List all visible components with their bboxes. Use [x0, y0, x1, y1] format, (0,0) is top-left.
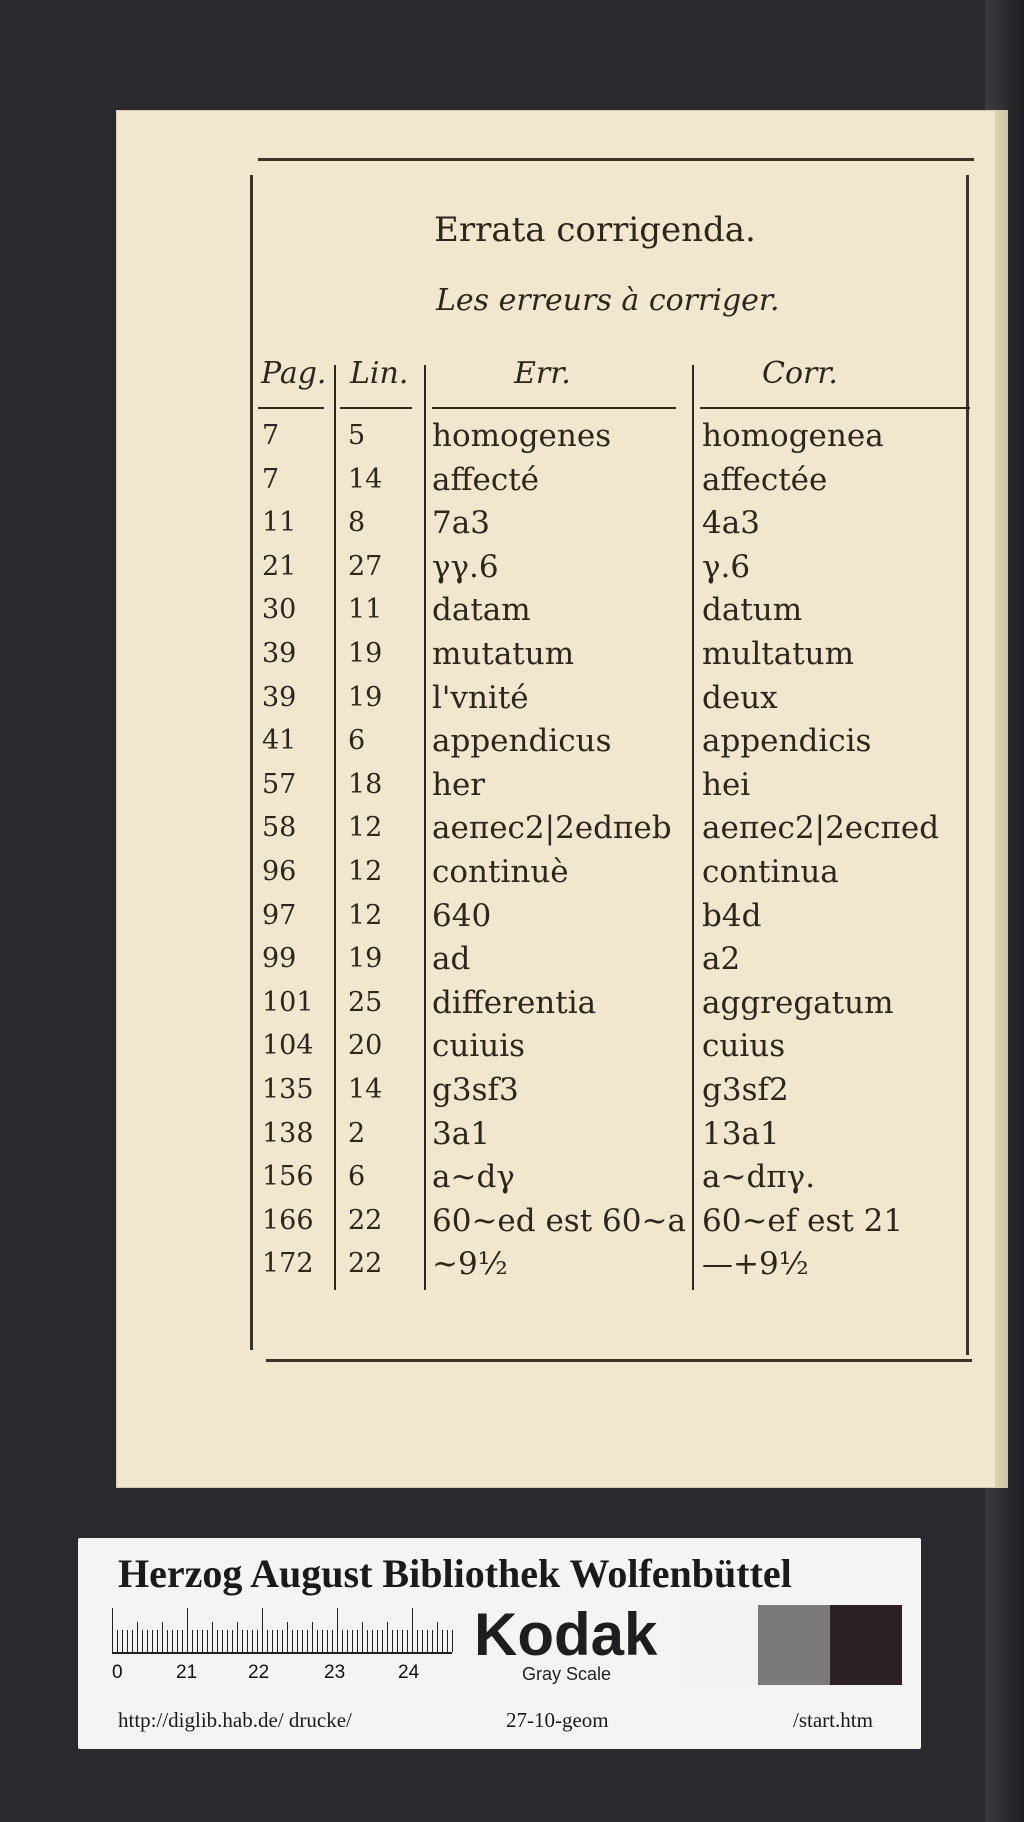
- cell-lin: 14: [348, 463, 383, 495]
- cell-corr: aggregatum: [702, 984, 894, 1021]
- header-underline-corr: [700, 407, 970, 409]
- ruler-tick: [222, 1630, 223, 1652]
- cell-pag: 156: [262, 1161, 314, 1193]
- ruler-tick: [327, 1630, 328, 1652]
- column-divider-1: [334, 365, 336, 1290]
- right-frame-rule: [966, 175, 969, 1355]
- ruler-tick: [262, 1608, 263, 1652]
- cell-corr: hei: [702, 766, 751, 803]
- cell-pag: 7: [262, 463, 280, 495]
- ruler-tick: [242, 1630, 243, 1652]
- cell-pag: 41: [262, 725, 297, 757]
- ruler-tick: [117, 1630, 118, 1652]
- cell-err: 60~ed est 60~a: [432, 1202, 686, 1239]
- header-pag: Pag.: [261, 356, 327, 391]
- ruler-tick: [357, 1630, 358, 1652]
- ruler-tick: [292, 1630, 293, 1652]
- cell-err: 3a1: [432, 1115, 490, 1152]
- cell-corr: a~dπγ.: [702, 1159, 816, 1196]
- cell-pag: 138: [262, 1117, 314, 1149]
- header-underline-err: [432, 407, 676, 409]
- cell-corr: a2: [702, 941, 741, 978]
- cell-corr: continua: [702, 854, 839, 890]
- cell-err: datam: [432, 592, 531, 629]
- ruler-tick: [252, 1630, 253, 1652]
- cell-err: homogenes: [432, 418, 612, 454]
- cell-corr: aeπec2|2ecπed: [702, 810, 940, 847]
- cell-corr: 13a1: [702, 1115, 780, 1152]
- ruler-tick: [157, 1630, 158, 1652]
- cell-pag: 39: [262, 681, 297, 713]
- ruler-tick: [282, 1630, 283, 1652]
- cell-lin: 2: [348, 1117, 366, 1149]
- ruler-tick: [422, 1630, 423, 1652]
- swatch-mid: [758, 1605, 830, 1685]
- errata-title: Errata corrigenda.: [434, 210, 756, 250]
- cell-err: g3sf3: [432, 1072, 519, 1108]
- ruler-tick: [132, 1630, 133, 1652]
- left-frame-rule: [250, 175, 253, 1350]
- ruler-tick: [297, 1630, 298, 1652]
- bottom-rule: [266, 1359, 972, 1362]
- scale-ruler: [112, 1608, 452, 1654]
- cell-err: 7a3: [432, 505, 490, 542]
- ruler-tick: [397, 1630, 398, 1652]
- ruler-tick: [287, 1622, 288, 1652]
- ruler-tick: [322, 1630, 323, 1652]
- ruler-tick: [337, 1608, 338, 1652]
- header-lin: Lin.: [350, 356, 409, 391]
- ruler-tick: [167, 1630, 168, 1652]
- ruler-tick: [112, 1608, 113, 1652]
- ruler-number: 22: [248, 1662, 270, 1683]
- cell-lin: 19: [348, 943, 383, 975]
- ruler-tick: [202, 1630, 203, 1652]
- ruler-tick: [122, 1630, 123, 1652]
- ruler-number: 0: [112, 1662, 123, 1683]
- ruler-tick: [227, 1630, 228, 1652]
- header-corr: Corr.: [762, 356, 838, 391]
- cell-lin: 25: [348, 986, 383, 1018]
- cell-lin: 27: [348, 550, 383, 582]
- ruler-number: 23: [324, 1662, 346, 1683]
- ruler-tick: [377, 1630, 378, 1652]
- cell-err: l'vnité: [432, 679, 529, 716]
- ruler-tick: [182, 1630, 183, 1652]
- ruler-tick: [207, 1630, 208, 1652]
- ruler-tick: [437, 1622, 438, 1652]
- cell-lin: 6: [348, 725, 366, 757]
- cell-pag: 21: [262, 550, 297, 582]
- cell-corr: γ.6: [702, 548, 751, 585]
- cell-pag: 99: [262, 943, 297, 975]
- cell-pag: 11: [262, 507, 297, 539]
- ruler-tick: [452, 1630, 453, 1652]
- cell-lin: 20: [348, 1030, 383, 1062]
- ruler-tick: [177, 1630, 178, 1652]
- cell-corr: 4a3: [702, 505, 760, 542]
- header-underline-pag: [258, 407, 324, 409]
- cell-lin: 19: [348, 638, 383, 669]
- ruler-tick: [232, 1630, 233, 1652]
- ruler-tick: [302, 1630, 303, 1652]
- swatch-dark: [830, 1605, 902, 1685]
- cell-corr: affectée: [702, 461, 828, 498]
- cell-err: ~9½: [432, 1246, 508, 1283]
- cell-lin: 22: [348, 1248, 383, 1280]
- ruler-number: 24: [398, 1662, 420, 1683]
- cell-lin: 12: [348, 856, 383, 887]
- cell-lin: 19: [348, 681, 383, 713]
- cell-pag: 101: [262, 986, 314, 1018]
- ruler-tick: [307, 1630, 308, 1652]
- ruler-tick: [272, 1630, 273, 1652]
- ruler-tick: [142, 1630, 143, 1652]
- cell-corr: b4d: [702, 897, 762, 934]
- ruler-tick: [392, 1630, 393, 1652]
- cell-pag: 166: [262, 1204, 314, 1236]
- ruler-tick: [162, 1622, 163, 1652]
- cell-corr: —+9½: [702, 1246, 809, 1283]
- column-divider-2: [424, 365, 426, 1290]
- ruler-tick: [427, 1630, 428, 1652]
- ruler-tick: [317, 1630, 318, 1652]
- cell-err: a~dγ: [432, 1159, 515, 1196]
- cell-pag: 135: [262, 1074, 314, 1105]
- ruler-tick: [387, 1622, 388, 1652]
- cell-pag: 57: [262, 768, 297, 800]
- ruler-tick: [362, 1622, 363, 1652]
- cell-pag: 39: [262, 638, 297, 669]
- ruler-tick: [367, 1630, 368, 1652]
- ruler-tick: [382, 1630, 383, 1652]
- ruler-tick: [152, 1630, 153, 1652]
- cell-err: cuiuis: [432, 1028, 526, 1065]
- ruler-tick: [212, 1622, 213, 1652]
- gray-scale-label: Gray Scale: [522, 1664, 612, 1684]
- cell-err: her: [432, 766, 486, 803]
- ruler-tick: [257, 1630, 258, 1652]
- cell-corr: 60~ef est 21: [702, 1202, 904, 1239]
- cell-err: aeπec2|2edπeb: [432, 810, 672, 847]
- ruler-tick: [417, 1630, 418, 1652]
- cell-lin: 12: [348, 812, 383, 844]
- cell-lin: 12: [348, 899, 383, 931]
- ruler-tick: [347, 1630, 348, 1652]
- cell-lin: 14: [348, 1074, 383, 1105]
- cell-corr: g3sf2: [702, 1072, 789, 1108]
- swatch-light: [686, 1605, 758, 1685]
- header-underline-lin: [340, 407, 412, 409]
- library-name: Herzog August Bibliothek Wolfenbüttel: [118, 1551, 792, 1596]
- cell-corr: homogenea: [702, 418, 884, 454]
- cell-lin: 22: [348, 1204, 383, 1236]
- cell-err: ad: [432, 941, 471, 978]
- cell-err: affecté: [432, 461, 540, 498]
- ruler-tick: [402, 1630, 403, 1652]
- cell-lin: 18: [348, 768, 383, 800]
- top-rule: [258, 158, 974, 161]
- cell-corr: cuius: [702, 1028, 786, 1065]
- ruler-tick: [147, 1630, 148, 1652]
- cell-corr: multatum: [702, 636, 855, 672]
- url-right: /start.htm: [793, 1708, 873, 1732]
- ruler-tick: [332, 1630, 333, 1652]
- ruler-tick: [172, 1630, 173, 1652]
- ruler-tick: [217, 1630, 218, 1652]
- ruler-tick: [342, 1630, 343, 1652]
- ruler-tick: [412, 1608, 413, 1652]
- ruler-number: 21: [176, 1662, 198, 1683]
- cell-pag: 97: [262, 899, 297, 931]
- cell-pag: 172: [262, 1248, 314, 1280]
- cell-err: γγ.6: [432, 548, 499, 585]
- target-card: [78, 1538, 921, 1749]
- ruler-tick: [432, 1630, 433, 1652]
- ruler-tick: [447, 1630, 448, 1652]
- errata-subtitle: Les erreurs à corriger.: [436, 283, 780, 318]
- cell-lin: 5: [348, 420, 366, 451]
- header-err: Err.: [514, 356, 571, 391]
- ruler-tick: [197, 1630, 198, 1652]
- ruler-tick: [187, 1608, 188, 1652]
- ruler-tick: [407, 1630, 408, 1652]
- ruler-tick: [372, 1630, 373, 1652]
- ruler-tick: [127, 1630, 128, 1652]
- cell-pag: 58: [262, 812, 297, 844]
- ruler-tick: [267, 1630, 268, 1652]
- cell-corr: deux: [702, 679, 778, 716]
- kodak-logo: Kodak: [474, 1601, 658, 1668]
- ruler-tick: [137, 1622, 138, 1652]
- shelfmark: 27-10-geom: [506, 1708, 609, 1732]
- ruler-tick: [442, 1630, 443, 1652]
- cell-pag: 30: [262, 594, 297, 626]
- cell-pag: 104: [262, 1030, 314, 1062]
- cell-err: 640: [432, 897, 492, 934]
- cell-err: continuè: [432, 854, 569, 890]
- cell-corr: datum: [702, 592, 803, 629]
- ruler-tick: [352, 1630, 353, 1652]
- cell-err: differentia: [432, 984, 597, 1021]
- ruler-tick: [247, 1630, 248, 1652]
- ruler-tick: [237, 1622, 238, 1652]
- cell-err: mutatum: [432, 636, 575, 672]
- column-divider-3: [692, 365, 694, 1290]
- cell-lin: 6: [348, 1161, 366, 1193]
- url-left: http://diglib.hab.de/ drucke/: [118, 1708, 352, 1732]
- ruler-tick: [277, 1630, 278, 1652]
- cell-pag: 7: [262, 420, 280, 451]
- ruler-tick: [312, 1622, 313, 1652]
- ruler-tick: [192, 1630, 193, 1652]
- cell-lin: 11: [348, 594, 383, 626]
- cell-lin: 8: [348, 507, 366, 539]
- cell-err: appendicus: [432, 723, 612, 760]
- cell-corr: appendicis: [702, 723, 872, 760]
- cell-pag: 96: [262, 856, 297, 887]
